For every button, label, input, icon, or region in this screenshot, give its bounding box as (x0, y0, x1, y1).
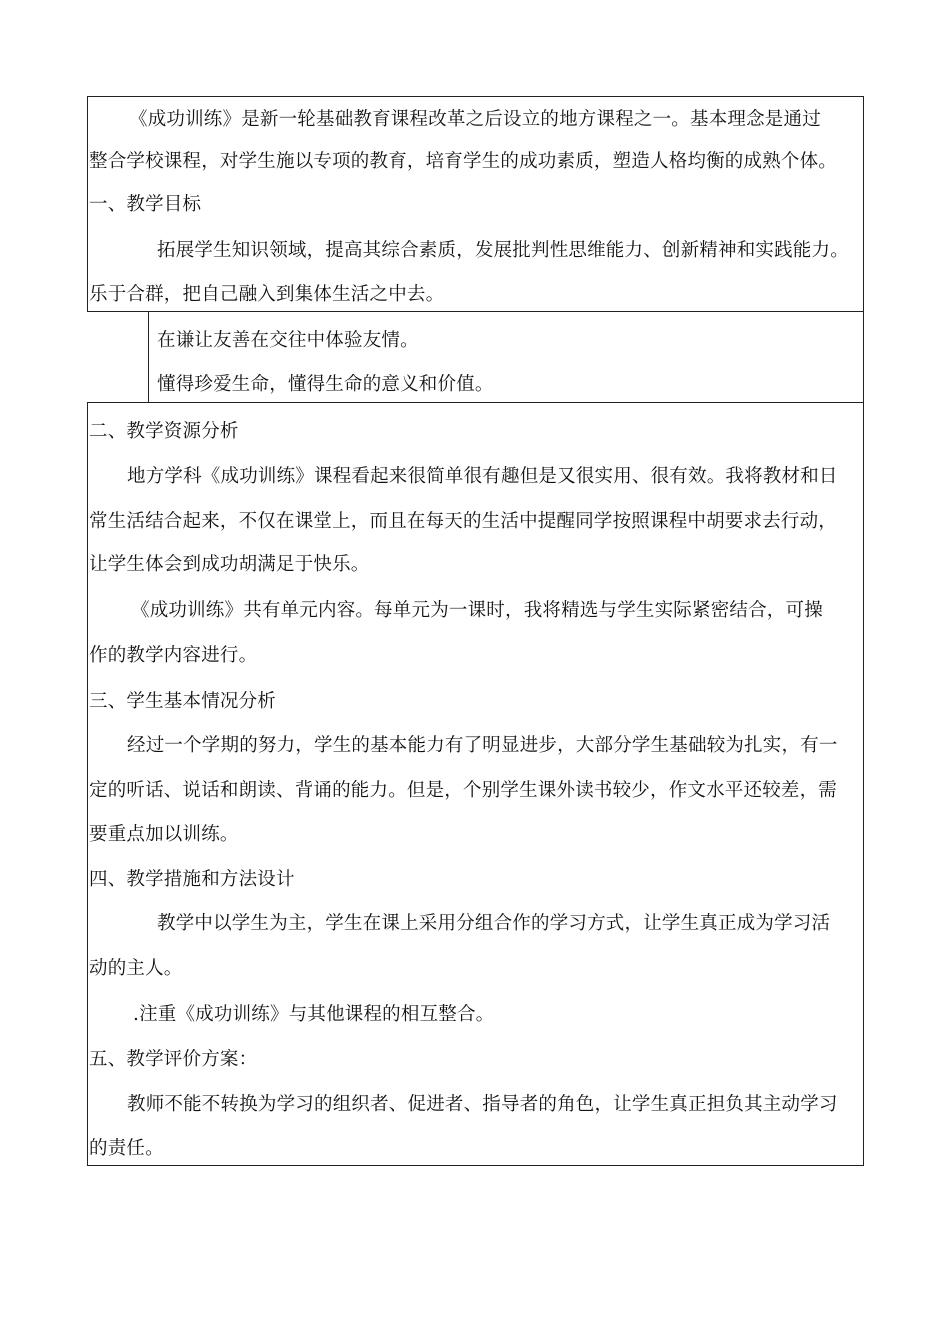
resource-line-4: 《成功训练》共有单元内容。每单元为一课时，我将精选与学生实际紧密结合，可操 (131, 600, 823, 621)
methods-line-1: 教学中以学生为主，学生在课上采用分组合作的学习方式，让学生真正成为学习活 (157, 913, 831, 934)
goals-line-1: 拓展学生知识领域，提高其综合素质，发展批判性思维能力、创新精神和实践能力。 (157, 240, 849, 261)
heading-methods: 四、教学措施和方法设计 (89, 869, 295, 890)
student-line-3: 要重点加以训练。 (89, 824, 239, 845)
intro-line-1: 《成功训练》是新一轮基础教育课程改革之后设立的地方课程之一。基本理念是通过 (129, 109, 821, 130)
evaluation-line-2: 的责任。 (89, 1138, 164, 1159)
goals-extra-line-2: 懂得珍爱生命，懂得生命的意义和价值。 (157, 374, 494, 395)
evaluation-line-1: 教师不能不转换为学习的组织者、促进者、指导者的角色，让学生真正担负其主动学习 (127, 1094, 838, 1115)
student-line-2: 定的听话、说话和朗读、背诵的能力。但是，个别学生课外读书较少，作文水平还较差，需 (89, 780, 838, 801)
intro-line-2: 整合学校课程，对学生施以专项的教育，培育学生的成功素质，塑造人格均衡的成熟个体。 (89, 151, 838, 172)
heading-resource-analysis: 二、教学资源分析 (89, 421, 239, 442)
heading-student-analysis: 三、学生基本情况分析 (89, 691, 277, 712)
methods-line-2: 动的主人。 (89, 958, 183, 979)
heading-evaluation: 五、教学评价方案： (89, 1049, 258, 1070)
resource-line-5: 作的教学内容进行。 (89, 645, 258, 666)
goals-line-2: 乐于合群，把自己融入到集体生活之中去。 (89, 284, 445, 305)
heading-teaching-goals: 一、教学目标 (89, 194, 202, 215)
resource-line-1: 地方学科《成功训练》课程看起来很简单很有趣但是又很实用、很有效。我将教材和日 (127, 466, 838, 487)
goals-extra-line-1: 在谦让友善在交往中体验友情。 (157, 330, 419, 351)
methods-line-3: .注重《成功训练》与其他课程的相互整合。 (133, 1004, 495, 1025)
resource-line-2: 常生活结合起来，不仅在课堂上，而且在每天的生活中提醒同学按照课程中胡要求去行动， (89, 511, 838, 532)
resource-line-3: 让学生体会到成功胡满足于快乐。 (89, 554, 370, 575)
student-line-1: 经过一个学期的努力，学生的基本能力有了明显进步，大部分学生基础较为扎实，有一 (127, 735, 838, 756)
